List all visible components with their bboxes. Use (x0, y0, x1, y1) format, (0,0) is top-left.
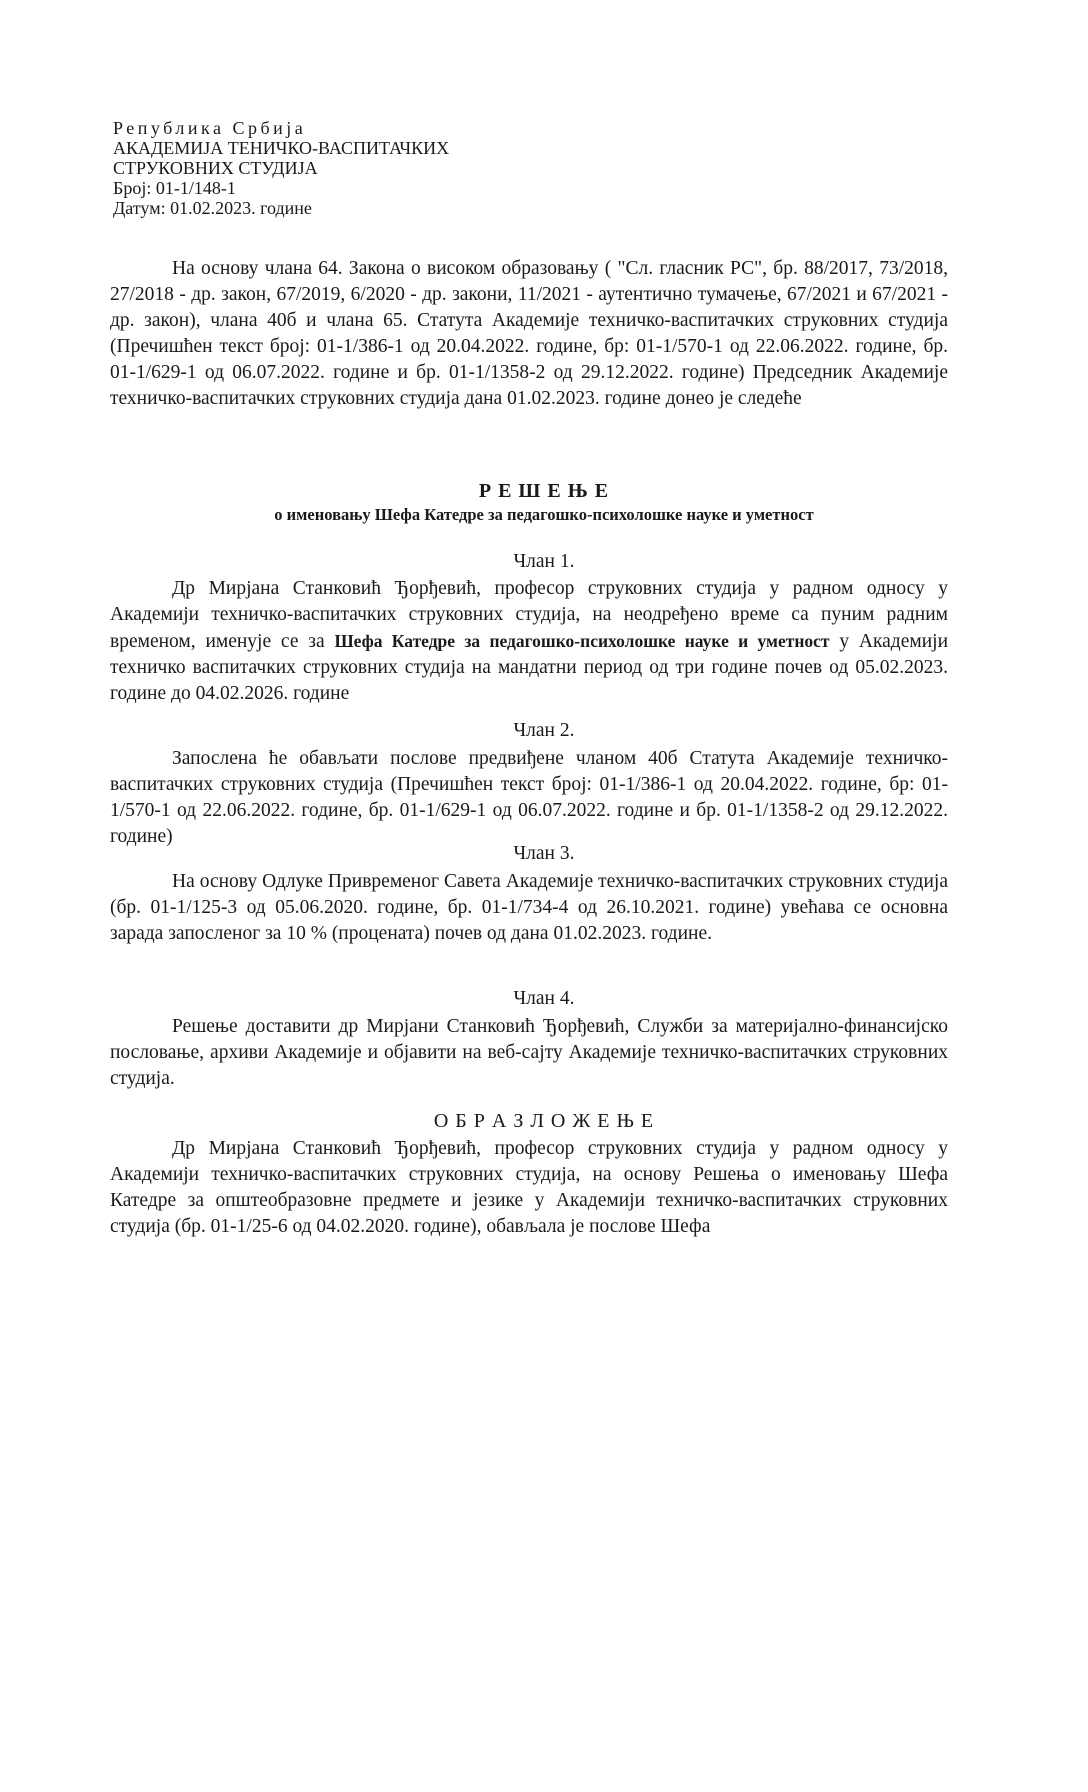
header-number: Број: 01-1/148-1 (113, 178, 236, 198)
decision-title: Р Е Ш Е Њ Е (478, 480, 610, 502)
article-2-heading: Члан 2. (513, 720, 575, 741)
header-institution: АКАДЕМИЈА ТЕНИЧКО-ВАСПИТАЧКИХ (113, 138, 450, 158)
article-4-heading: Члан 4. (513, 988, 575, 1009)
article-1-block (110, 576, 948, 707)
article-1-text-before: Др Мирјана Станковић Ђорђевић, професор струковних студија у радном односу у Академији техничко-васпитачких струковних студија, на неодређено време са пуним радним временом, именује се за (110, 578, 948, 652)
article-2-block (110, 746, 948, 850)
article-3-block (110, 869, 948, 947)
header-institution-cont: СТРУКОВНИХ СТУДИЈА (113, 158, 318, 178)
header-date: Датум: 01.02.2023. године (113, 198, 312, 218)
intro-paragraph: На основу члана 64. Закона о високом образовању ( "Сл. гласник РС", бр. 88/2017, 73/2018, 27/2018 - др. закон, 67/2019, 6/2020 - др. закони, 11/2021 - аутентично тумачење, 67/2021 и 67/2021 - др. закон), члана 40б и члана 65. Статута Академије техничко-васпитачких струковних студија (Пречишћен текст број: 01-1/386-1 од 20.04.2022. године, бр: 01-1/570-1 од 22.06.2022. године, бр. 01-1/629-1 од 06.07.2022. године и бр. 01-1/1358-2 од 29.12.2022. године) Председник Академије техничко-васпитачких струковних студија дана 01.02.2023. године донео је следеће (110, 258, 948, 409)
article-3-paragraph: На основу Одлуке Привременог Савета Академије техничко-васпитачких струковних студија (бр. 01-1/125-3 од 05.06.2020. године, бр. 01-1/734-4 од 26.10.2021. године) увећава се основна зарада запосленог за 10 % (процената) почев од дана 01.02.2023. године. (110, 871, 948, 944)
article-1-paragraph (110, 576, 948, 707)
article-4-block (110, 1014, 948, 1092)
article-2-paragraph: Запослена ће обављати послове предвиђене чланом 40б Статута Академије техничко-васпитачких струковних студија (Пречишћен текст број: 01-1/386-1 од 20.04.2022. године, бр: 01-1/570-1 од 22.06.2022. године, бр. 01-1/629-1 од 06.07.2022. године и бр. 01-1/1358-2 од 29.12.2022. године) (110, 748, 948, 847)
article-3-heading: Члан 3. (513, 843, 575, 864)
explanation-paragraph: Др Мирјана Станковић Ђорђевић, професор струковних студија у радном односу у Академији техничко-васпитачких струковних студија, на основу Решења о именовању Шефа Катедре за општеобразовне предмете и језике у Академији техничко-васпитачких струковних студија (бр. 01-1/25-6 од 04.02.2020. године), обављала је послове Шефа (110, 1138, 948, 1237)
intro-block (110, 256, 948, 412)
article-1-heading: Члан 1. (513, 551, 575, 572)
explanation-title: О Б Р А З Л О Ж Е Њ Е (433, 1110, 655, 1132)
header-country: Република Србија (113, 118, 307, 138)
decision-subtitle: о именовању Шефа Катедре за педагошко-психолошке науке и уметност (274, 505, 814, 524)
explanation-block (110, 1136, 948, 1240)
article-1-bold-title: Шефа Катедре за педагошко-психолошке науке и уметност (334, 631, 830, 651)
article-4-paragraph: Решење доставити др Мирјани Станковић Ђорђевић, Служби за материјално-финансијско пословање, архиви Академије и објавити на веб-сајту Академије техничко-васпитачких струковних студија. (110, 1016, 948, 1089)
article-1-text-after: у Академији техничко васпитачких струковних студија на мандатни период од три године почев од 05.02.2023. године до 04.02.2026. године (110, 631, 949, 704)
document-header (113, 118, 449, 218)
